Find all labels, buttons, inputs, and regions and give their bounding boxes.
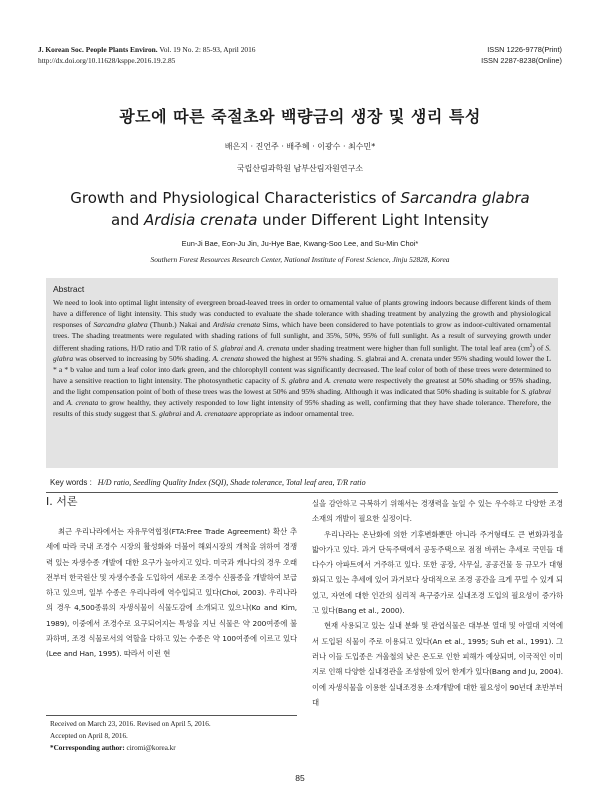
journal-name: J. Korean Soc. People Plants Environ. <box>38 45 158 54</box>
issn-online: ISSN 2287-8238(Online) <box>481 56 562 65</box>
english-title <box>0 187 600 231</box>
english-authors: Eun-Ji Bae, Eon-Ju Jin, Ju-Hye Bae, Kwang-Soo Lee, and Su-Min Choi* <box>181 239 419 248</box>
received-note: Received on March 23, 2016. Revised on April 5, 2016. <box>50 720 211 728</box>
korean-authors: 배은지 · 진언주 · 배주혜 · 이광수 · 최수민* <box>224 142 376 151</box>
title-species-2: Ardisia crenata <box>144 211 258 229</box>
english-affiliation: Southern Forest Resources Research Center, National Institute of Forest Science, Jinju 52828, Korea <box>150 255 450 264</box>
paragraph: 최근 우리나라에서는 자유무역협정(FTA:Free Trade Agreement) 확산 추세에 따라 국내 조경수 시장의 활성화와 더불어 해외시장의 개척을 위하여 경쟁력 있는 자생수종 개발에 대한 요구가 높아지고 있다. 미국과 캐나다의 경우 오래전부터 한국원산 및 자생수종을 도입하여 새로운 조경수 신품종을 개발하여 보급하고 있으며, 일부 수종은 우리나라에 역수입되고 있다(Choi, 2003). 우리나라의 경우 4,500종류의 자생식물이 식물도감에 소개되고 있으나(Ko and Kim, 1989), 이중에서 조경수로 요구되어지는 특성을 지닌 식물은 약 200여종에 불과하며, 조경 식물로서의 역할을 다하고 있는 수종은 약 100여종에 이르고 있다(Lee and Han, 1995). 따라서 이런 현 <box>46 527 297 659</box>
keywords-values: H/D ratio, Seedling Quality Index (SQI), Shade tolerance, Total leaf area, T/R ratio <box>97 478 366 487</box>
keywords-label: Key words : <box>50 478 92 487</box>
title-line1-text: Growth and Physiological Characteristics of <box>70 189 401 207</box>
footnotes <box>50 718 297 755</box>
korean-affiliation: 국립산림과학원 남부산림자원연구소 <box>236 164 364 173</box>
section-heading: Ⅰ. 서론 <box>46 495 78 508</box>
korean-title: 광도에 따른 죽절초와 백량금의 생장 및 생리 특성 <box>119 107 481 126</box>
accepted-note: Accepted on April 8, 2016. <box>50 732 128 741</box>
page-number: 85 <box>295 773 305 783</box>
issn-print: ISSN 1226-9778(Print) <box>487 45 562 54</box>
title-line2-suffix: under Different Light Intensity <box>257 211 489 229</box>
footnote-divider <box>46 715 297 716</box>
abstract-box <box>46 278 558 468</box>
corresponding-label: *Corresponding author: <box>50 744 125 753</box>
paragraph: 실을 감안하고 극복하기 위해서는 경쟁력을 높일 수 있는 우수하고 다양한 조경소재의 개발이 필요한 실정이다. <box>312 499 563 524</box>
body-right-column <box>312 496 563 710</box>
paragraph: 현재 사용되고 있는 실내 분화 및 관엽식물은 대부분 열대 및 아열대 지역에서 도입된 식물이 주로 이용되고 있다(An et al., 1995; Suh et al., 1991). 그러나 이들 도입종은 겨울철의 낮은 온도로 인한 피해가 예상되며, 이국적인 이미지로 인해 다양한 실내경관을 조성함에 있어 한계가 있다(Bang and Ju, 2004). 이에 자생식물을 이용한 실내조경용 소재개발에 대한 필요성이 90년대 초반부터 대 <box>312 621 563 707</box>
paragraph: 우리나라는 온난화에 의한 기후변화뿐만 아니라 주거형태도 큰 변화과정을 밟아가고 있다. 과거 단독주택에서 공동주택으로 점점 바뀌는 추세로 국민들 대다수가 아파트에서 거주하고 있다. 또한 공장, 사무실, 공공건물 등 규모가 대형화되고 있는 추세에 있어 과거보다 상대적으로 조경 공간을 크게 꾸밀 수 있게 되었고, 자연에 대한 인간의 심리적 욕구증가로 실내조경 도입의 필요성이 증가하고 있다(Bang et al., 2000). <box>312 529 563 616</box>
abstract-heading: Abstract <box>53 284 85 294</box>
doi-link[interactable]: http://dx.doi.org/10.11628/ksppe.2016.19.2.85 <box>38 56 176 65</box>
keywords-divider <box>46 492 558 493</box>
volume-info: Vol. 19 No. 2: 85-93, April 2016 <box>159 45 256 54</box>
abstract-text: We need to look into optimal light intensity of evergreen broad-leaved trees in order to ornamental value of plants growing indoors because different kinds of them have a difference of light intensity. This study was conducted to evaluate the shade tolerance with shading treatment by analyzing the growth and physiological responses of Sarcandra glabra (Thunb.) Nakai and Ardisia crenata Sims, which have been considered to have potentials to grow as indoor-cultivated ornamental trees. The shading treatments were regulated with shading rations of full sunlight, and 35%, 50%, 95% of full sunlight. As a result of surveying growth under different shading rations, H/D ratio and T/R ratio of S. glabrai and A. crenata under shading treatment were higher than full sunlight. The total leaf area $(cm^2)$ of S. glabra was observed to increasing by 50% shading. A. crenata showed the highest at 95% shading. S. glabrai and A. crenata under 95% shading would lower the L * a * b value and turn a leaf color into dark green, and the chlorophyll content was significantly decreased. The leaf color of both of these trees were determined to have a sensitive reaction to light intensity. The photosynthetic capacity of S. glabra and A. crenata were respectively the greatest at 50% shading or 95% shading, and the light compensation point of both of these trees was the lowest at 50% and 95% shading. Although it was indicated that 50% shading is suitable for S. glabrai and A. crenata to grow healthy, they actively responded to low light intensity of 95% shading as well, confirming that they have shade tolerance. Therefore, the results of this study suggest that S. glabrai and A. crenataare appropriate as indoor ornamental tree. <box>53 298 551 418</box>
journal-header <box>38 44 256 66</box>
body-left-column <box>46 524 297 662</box>
corresponding-email[interactable]: ciromi@korea.kr <box>124 744 176 753</box>
issn-block <box>481 44 562 66</box>
corresponding-note <box>50 742 297 754</box>
keywords <box>50 478 560 487</box>
title-species-1: Sarcandra glabra <box>400 189 530 207</box>
title-line2-prefix: and <box>111 211 145 229</box>
